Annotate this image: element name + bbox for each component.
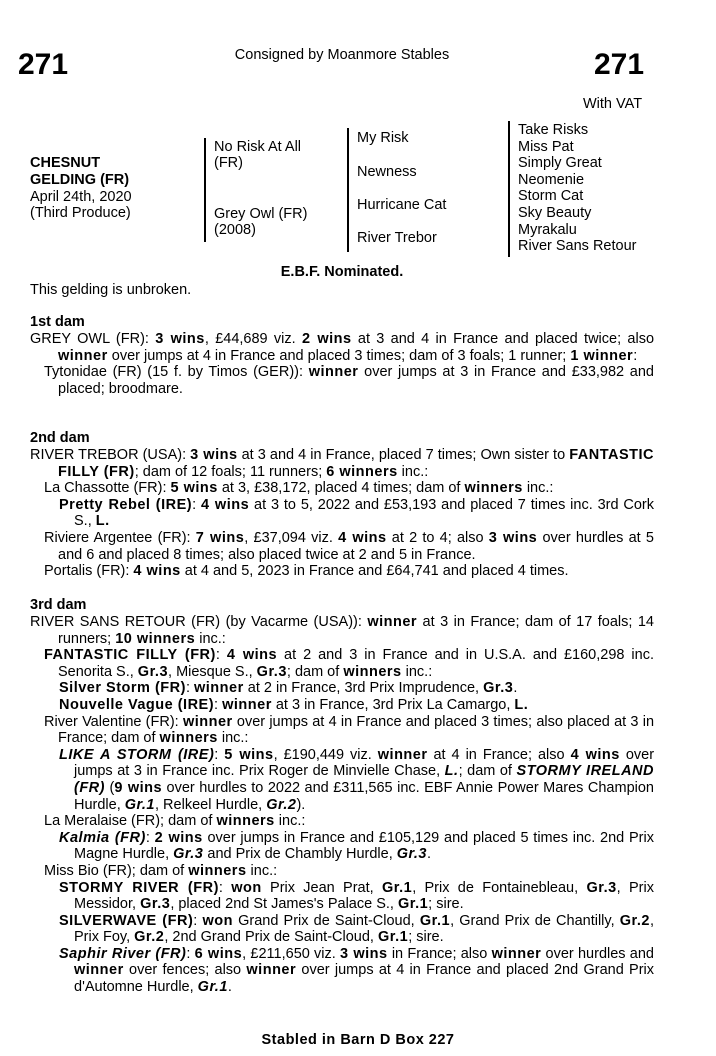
pedigree-gen3-4: Neomenie xyxy=(518,171,585,188)
pedigree-gen2-4: River Trebor xyxy=(357,230,437,246)
horse-sex: GELDING (FR) xyxy=(30,172,130,188)
saphir-river-record: Saphir River (FR): 6 wins, £211,650 viz. 3 wins in France; also winner over hurdles and winner over fences; also winner over jumps at 4 in France and placed 2nd Grand Prix d'Automne Hurdle, Gr.1. xyxy=(59,945,655,996)
pedigree-sire: No Risk At All xyxy=(214,139,302,155)
lot-number-right: 271 xyxy=(594,48,645,81)
pedigree-bracket-1 xyxy=(204,138,206,242)
la-meralaise-record: La Meralaise (FR); dam of winners inc.: xyxy=(44,813,306,830)
pedigree-dam-year: (2008) xyxy=(214,222,256,238)
pedigree-bracket-3 xyxy=(508,121,510,257)
silverwave-record: SILVERWAVE (FR): won Grand Prix de Saint-Cloud, Gr.1, Grand Prix de Chantilly, Gr.2, Prix Foy, Gr.2, 2nd Grand Prix de Saint-Cloud, Gr.1; sire. xyxy=(59,912,654,946)
horse-dob: April 24th, 2020 xyxy=(30,189,132,205)
silver-storm-record: Silver Storm (FR): winner at 2 in France, 3rd Prix Imprudence, Gr.3. xyxy=(59,680,518,697)
stormy-river-record: STORMY RIVER (FR): won Prix Jean Prat, Gr.1, Prix de Fontainebleau, Gr.3, Prix Messidor, Gr.3, placed 2nd St James's Palace S., Gr.1; sire. xyxy=(59,879,654,913)
pedigree-gen3-3: Simply Great xyxy=(518,155,602,172)
river-trebor-record: RIVER TREBOR (USA): 3 wins at 3 and 4 in France, placed 7 times; Own sister to FANTASTIC FILLY (FR); dam of 12 foals; 11 runners; 6 winners inc.: xyxy=(30,447,654,480)
pedigree-gen3-2: Miss Pat xyxy=(518,138,574,155)
pedigree-gen3 xyxy=(518,122,636,255)
pedigree-dam: Grey Owl (FR) xyxy=(214,206,308,222)
pedigree-sire-country: (FR) xyxy=(214,155,243,171)
miss-bio-record: Miss Bio (FR); dam of winners inc.: xyxy=(44,862,278,879)
first-dam-body xyxy=(30,331,654,397)
first-dam-heading: 1st dam xyxy=(30,314,85,330)
fantastic-filly-record: FANTASTIC FILLY (FR): 4 wins at 2 and 3 in France and in U.S.A. and £160,298 inc. Senorita S., Gr.3, Miesque S., Gr.3; dam of winners inc.: xyxy=(44,647,654,680)
nouvelle-vague-record: Nouvelle Vague (IRE): winner at 3 in France, 3rd Prix La Camargo, L. xyxy=(59,696,529,713)
ebf-nominated: E.B.F. Nominated. xyxy=(280,264,404,280)
horse-colour: CHESNUT xyxy=(30,155,101,171)
la-chassotte-record: La Chassotte (FR): 5 wins at 3, £38,172, placed 4 times; dam of winners inc.: xyxy=(44,480,554,497)
grey-owl-record: GREY OWL (FR): 3 wins, £44,689 viz. 2 wins at 3 and 4 in France and placed twice; also winner over jumps at 4 in France and placed 3 times; dam of 3 foals; 1 runner; 1 winner: xyxy=(30,331,655,364)
pedigree-gen3-8: River Sans Retour xyxy=(518,238,637,255)
second-dam-body xyxy=(30,447,654,580)
unbroken-note: This gelding is unbroken. xyxy=(30,282,192,298)
pedigree-bracket-2 xyxy=(347,128,349,252)
third-dam-body xyxy=(30,614,654,996)
pretty-rebel-record: Pretty Rebel (IRE): 4 wins at 3 to 5, 2022 and £53,193 and placed 7 times inc. 3rd Cork S., L. xyxy=(59,496,655,530)
portalis-record: Portalis (FR): 4 wins at 4 and 5, 2023 in France and £64,741 and placed 4 times. xyxy=(44,563,569,580)
pedigree-gen3-1: Take Risks xyxy=(518,122,589,138)
like-a-storm-record: LIKE A STORM (IRE): 5 wins, £190,449 viz. winner at 4 in France; also 4 wins over jumps at 3 in France inc. Prix Roger de Minvielle Chase, L.; dam of STORMY IRELAND (FR) (9 wins over hurdles to 2022 and £311,565 inc. EBF Annie Power Mares Champion Hurdle, Gr.1, Relkeel Hurdle, Gr.2). xyxy=(59,746,655,813)
pedigree-gen3-5: Storm Cat xyxy=(518,188,584,205)
pedigree-gen2-1: My Risk xyxy=(357,130,409,146)
pedigree-gen3-6: Sky Beauty xyxy=(518,204,592,221)
lot-number-left: 271 xyxy=(18,48,69,81)
tytonidae-record: Tytonidae (FR) (15 f. by Timos (GER)): winner over jumps at 3 in France and £33,982 and placed; broodmare. xyxy=(44,364,654,397)
stabling-note: Stabled in Barn D Box 227 xyxy=(261,1032,455,1048)
pedigree-gen2-2: Newness xyxy=(357,164,417,180)
riviere-argentee-record: Riviere Argentee (FR): 7 wins, £37,094 viz. 4 wins at 2 to 4; also 3 wins over hurdles at 5 and 6 and placed 8 times; also placed twice at 2 and 5 in France. xyxy=(44,529,654,563)
river-sans-retour-record: RIVER SANS RETOUR (FR) (by Vacarme (USA)): winner at 3 in France; dam of 17 foals; 14 runners; 10 winners inc.: xyxy=(30,614,654,647)
second-dam-heading: 2nd dam xyxy=(30,430,90,446)
kalmia-record: Kalmia (FR): 2 wins over jumps in France and £105,129 and placed 5 times inc. 2nd Prix Magne Hurdle, Gr.3 and Prix de Chambly Hurdle, Gr.3. xyxy=(59,829,654,863)
vat-note: With VAT xyxy=(583,96,643,112)
horse-produce: (Third Produce) xyxy=(30,205,131,221)
pedigree-gen3-7: Myrakalu xyxy=(518,221,577,238)
consignor: Consigned by Moanmore Stables xyxy=(234,47,450,63)
pedigree-gen2-3: Hurricane Cat xyxy=(357,197,447,213)
river-valentine-record: River Valentine (FR): winner over jumps at 4 in France and placed 3 times; also placed at 3 in France; dam of winners inc.: xyxy=(44,713,655,747)
third-dam-heading: 3rd dam xyxy=(30,597,87,613)
